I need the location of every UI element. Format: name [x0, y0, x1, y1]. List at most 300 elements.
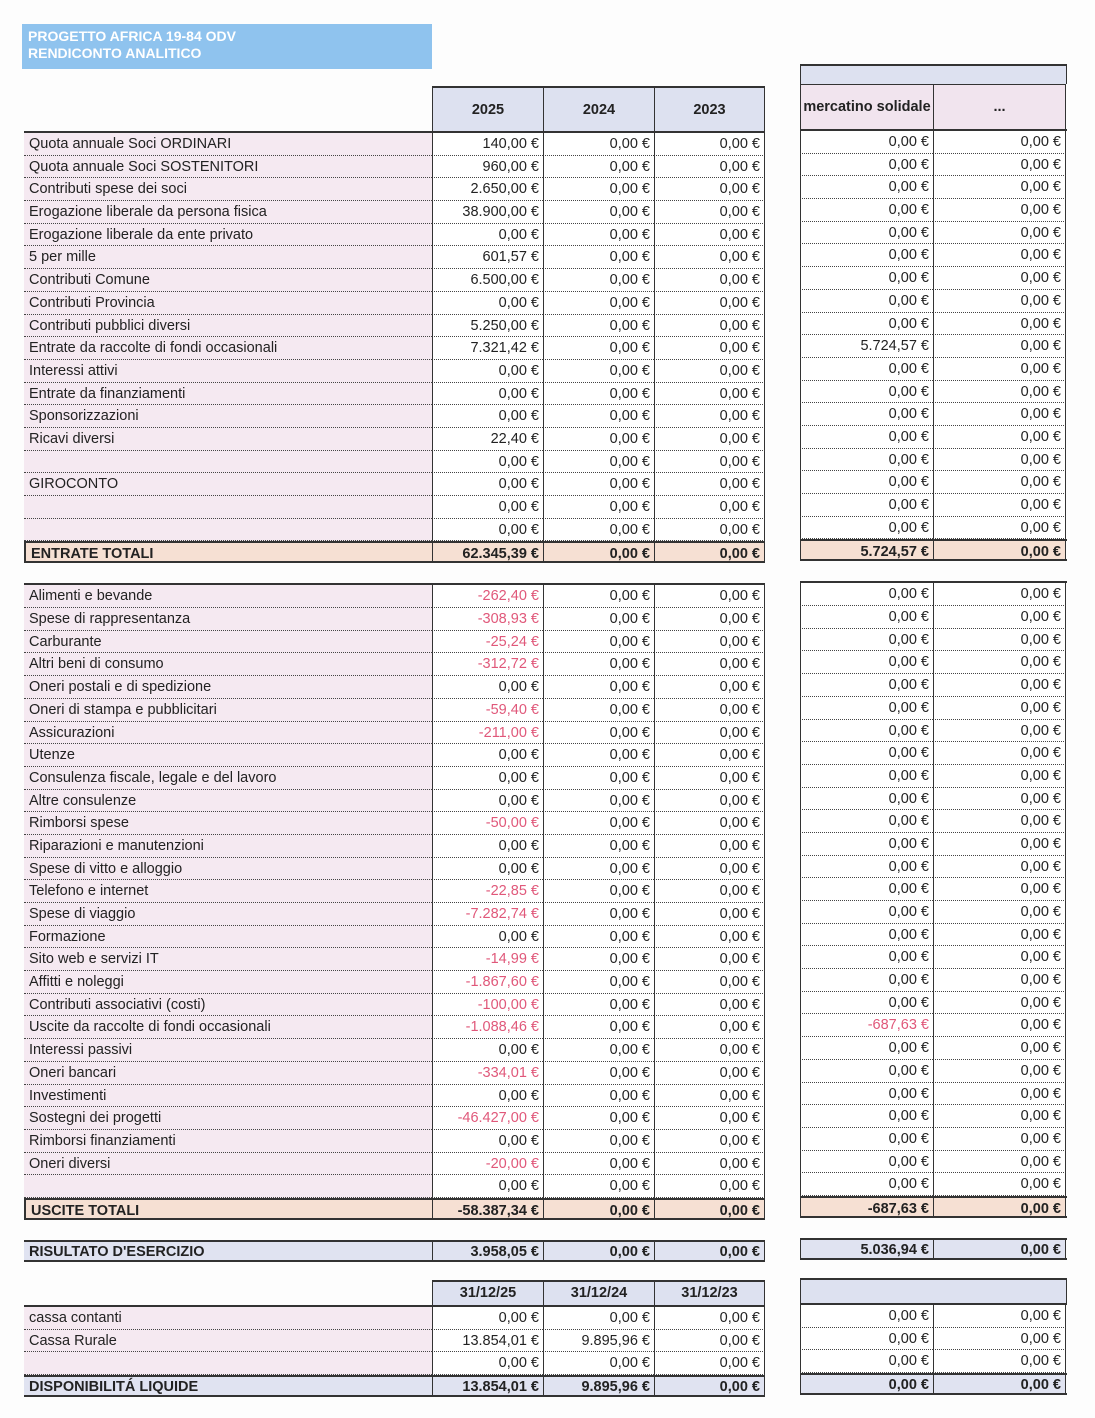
- value-cell: 0,00 €: [800, 720, 933, 743]
- table-row: [800, 833, 1067, 856]
- table-row: [24, 608, 765, 631]
- row-label: cassa contanti: [24, 1307, 432, 1330]
- value-cell: 0,00 €: [654, 1085, 765, 1108]
- side-header-cell: ...: [933, 84, 1066, 129]
- table-row: [800, 810, 1067, 833]
- value-cell: 5.250,00 €: [432, 315, 543, 338]
- value-cell: 0,00 €: [800, 742, 933, 765]
- table-row: [24, 519, 765, 542]
- table-row: [24, 156, 765, 179]
- row-label: Entrate da finanziamenti: [24, 383, 432, 406]
- value-cell: 0,00 €: [933, 222, 1066, 245]
- date-header: [24, 1280, 765, 1305]
- value-cell: 0,00 €: [432, 360, 543, 383]
- row-label: Oneri bancari: [24, 1062, 432, 1085]
- value-cell: 0,00 €: [933, 1350, 1066, 1373]
- value-cell: 0,00 €: [654, 1200, 765, 1218]
- value-cell: 0,00 €: [654, 269, 765, 292]
- table-row: [800, 629, 1067, 652]
- value-cell: -687,63 €: [800, 1198, 933, 1216]
- table-row: [24, 133, 765, 156]
- value-cell: 0,00 €: [800, 924, 933, 947]
- value-cell: 0,00 €: [800, 1328, 933, 1351]
- table-row: [800, 1328, 1067, 1351]
- value-cell: -308,93 €: [432, 608, 543, 631]
- value-cell: 0,00 €: [654, 699, 765, 722]
- table-row: [24, 1153, 765, 1176]
- title-line-2: RENDICONTO ANALITICO: [28, 45, 202, 61]
- value-cell: -20,00 €: [432, 1153, 543, 1176]
- value-cell: 601,57 €: [432, 246, 543, 269]
- value-cell: 7.321,42 €: [432, 337, 543, 360]
- table-row: [24, 767, 765, 790]
- value-cell: 0,00 €: [933, 674, 1066, 697]
- row-label: Telefono e internet: [24, 880, 432, 903]
- row-label: Spese di vitto e alloggio: [24, 858, 432, 881]
- table-row: [24, 653, 765, 676]
- row-label: [24, 519, 432, 542]
- value-cell: 0,00 €: [800, 199, 933, 222]
- table-row: [24, 790, 765, 813]
- result-row: [800, 1373, 1067, 1395]
- side-liquidity-band: [800, 1278, 1067, 1303]
- value-cell: 0,00 €: [933, 901, 1066, 924]
- value-cell: -14,99 €: [432, 948, 543, 971]
- table-row: [24, 926, 765, 949]
- table-row: [24, 383, 765, 406]
- value-cell: 0,00 €: [654, 994, 765, 1017]
- table-row: [800, 313, 1067, 336]
- value-cell: 0,00 €: [654, 201, 765, 224]
- row-label: Utenze: [24, 744, 432, 767]
- value-cell: 0,00 €: [800, 606, 933, 629]
- liquidity-section: [24, 1305, 765, 1397]
- value-cell: 0,00 €: [654, 1352, 765, 1375]
- value-cell: 0,00 €: [800, 449, 933, 472]
- value-cell: 0,00 €: [654, 744, 765, 767]
- row-label: Sito web e servizi IT: [24, 948, 432, 971]
- side-header-band: [800, 64, 1067, 84]
- value-cell: 0,00 €: [654, 1130, 765, 1153]
- value-cell: 0,00 €: [800, 290, 933, 313]
- value-cell: 0,00 €: [543, 926, 654, 949]
- value-cell: 13.854,01 €: [432, 1377, 543, 1395]
- value-cell: 0,00 €: [800, 674, 933, 697]
- row-label: Affitti e noleggi: [24, 971, 432, 994]
- value-cell: 13.854,01 €: [432, 1330, 543, 1353]
- result-row: [800, 1238, 1067, 1260]
- table-row: [800, 765, 1067, 788]
- value-cell: 0,00 €: [543, 1175, 654, 1198]
- value-cell: 0,00 €: [654, 812, 765, 835]
- row-label: Rimborsi finanziamenti: [24, 1130, 432, 1153]
- value-cell: 0,00 €: [933, 1240, 1066, 1258]
- uscite-section: [24, 583, 765, 1220]
- value-cell: -7.282,74 €: [432, 903, 543, 926]
- value-cell: 0,00 €: [933, 1375, 1066, 1393]
- value-cell: 0,00 €: [933, 833, 1066, 856]
- table-row: [24, 585, 765, 608]
- row-label: [24, 496, 432, 519]
- value-cell: 0,00 €: [654, 767, 765, 790]
- value-cell: 0,00 €: [432, 473, 543, 496]
- value-cell: 0,00 €: [432, 451, 543, 474]
- table-row: [800, 1037, 1067, 1060]
- table-row: [800, 222, 1067, 245]
- row-label: [24, 1175, 432, 1198]
- value-cell: 0,00 €: [432, 1352, 543, 1375]
- header-spacer: [24, 86, 432, 131]
- value-cell: 0,00 €: [800, 992, 933, 1015]
- table-row: [800, 471, 1067, 494]
- value-cell: 0,00 €: [543, 1242, 654, 1260]
- row-label: Assicurazioni: [24, 722, 432, 745]
- value-cell: 5.724,57 €: [800, 335, 933, 358]
- row-label: Altre consulenze: [24, 790, 432, 813]
- row-label: DISPONIBILITÁ LIQUIDE: [24, 1377, 432, 1395]
- table-row: [800, 358, 1067, 381]
- value-cell: 0,00 €: [543, 496, 654, 519]
- value-cell: 0,00 €: [432, 744, 543, 767]
- value-cell: 0,00 €: [543, 451, 654, 474]
- row-label: Quota annuale Soci ORDINARI: [24, 133, 432, 156]
- value-cell: 0,00 €: [933, 1198, 1066, 1216]
- value-cell: 0,00 €: [933, 992, 1066, 1015]
- value-cell: 0,00 €: [933, 199, 1066, 222]
- value-cell: 0,00 €: [654, 360, 765, 383]
- total-row: [24, 541, 765, 563]
- table-row: [24, 903, 765, 926]
- table-row: [24, 722, 765, 745]
- value-cell: 0,00 €: [800, 969, 933, 992]
- value-cell: 2.650,00 €: [432, 178, 543, 201]
- value-cell: 0,00 €: [432, 496, 543, 519]
- value-cell: 0,00 €: [654, 405, 765, 428]
- table-row: [24, 699, 765, 722]
- value-cell: 0,00 €: [800, 381, 933, 404]
- value-cell: 0,00 €: [654, 133, 765, 156]
- table-row: [24, 1175, 765, 1198]
- table-row: [24, 880, 765, 903]
- value-cell: 0,00 €: [543, 585, 654, 608]
- row-label: Erogazione liberale da persona fisica: [24, 201, 432, 224]
- value-cell: 0,00 €: [933, 176, 1066, 199]
- value-cell: 0,00 €: [432, 1085, 543, 1108]
- value-cell: 0,00 €: [543, 971, 654, 994]
- table-row: [800, 1350, 1067, 1373]
- value-cell: 0,00 €: [543, 880, 654, 903]
- value-cell: 0,00 €: [432, 767, 543, 790]
- value-cell: 0,00 €: [933, 720, 1066, 743]
- value-cell: 0,00 €: [432, 224, 543, 247]
- value-cell: 0,00 €: [933, 697, 1066, 720]
- value-cell: 6.500,00 €: [432, 269, 543, 292]
- table-row: [800, 449, 1067, 472]
- value-cell: 0,00 €: [654, 858, 765, 881]
- value-cell: 0,00 €: [543, 1307, 654, 1330]
- main-table: [24, 86, 765, 1397]
- row-label: Altri beni di consumo: [24, 653, 432, 676]
- value-cell: 0,00 €: [654, 1039, 765, 1062]
- value-cell: 0,00 €: [800, 1305, 933, 1328]
- value-cell: 0,00 €: [432, 519, 543, 542]
- result-row: [24, 1240, 765, 1262]
- value-cell: 0,00 €: [543, 156, 654, 179]
- table-row: [24, 178, 765, 201]
- table-row: [24, 428, 765, 451]
- value-cell: 0,00 €: [933, 449, 1066, 472]
- row-label: GIROCONTO: [24, 473, 432, 496]
- value-cell: 0,00 €: [543, 676, 654, 699]
- table-row: [24, 994, 765, 1017]
- table-row: [800, 517, 1067, 540]
- table-row: [800, 290, 1067, 313]
- table-row: [24, 473, 765, 496]
- value-cell: 0,00 €: [543, 608, 654, 631]
- table-row: [24, 676, 765, 699]
- value-cell: -59,40 €: [432, 699, 543, 722]
- value-cell: 0,00 €: [800, 833, 933, 856]
- value-cell: 0,00 €: [654, 585, 765, 608]
- value-cell: 0,00 €: [800, 1151, 933, 1174]
- table-row: [24, 246, 765, 269]
- table-row: [800, 697, 1067, 720]
- table-row: [24, 858, 765, 881]
- value-cell: 0,00 €: [800, 267, 933, 290]
- value-cell: 0,00 €: [543, 1352, 654, 1375]
- table-row: [800, 176, 1067, 199]
- value-cell: 0,00 €: [800, 583, 933, 606]
- result-row: [24, 1375, 765, 1397]
- value-cell: -1.867,60 €: [432, 971, 543, 994]
- table-row: [800, 403, 1067, 426]
- value-cell: 0,00 €: [654, 519, 765, 542]
- value-cell: 0,00 €: [800, 1083, 933, 1106]
- value-cell: -262,40 €: [432, 585, 543, 608]
- table-row: [800, 131, 1067, 154]
- value-cell: 0,00 €: [654, 1307, 765, 1330]
- table-row: [800, 494, 1067, 517]
- value-cell: 0,00 €: [800, 697, 933, 720]
- value-cell: 0,00 €: [933, 494, 1066, 517]
- value-cell: 0,00 €: [933, 765, 1066, 788]
- table-row: [24, 405, 765, 428]
- side-table: [800, 64, 1067, 1395]
- table-row: [800, 335, 1067, 358]
- row-label: [24, 451, 432, 474]
- value-cell: 0,00 €: [654, 473, 765, 496]
- value-cell: 0,00 €: [933, 313, 1066, 336]
- value-cell: 9.895,96 €: [543, 1377, 654, 1395]
- value-cell: 0,00 €: [933, 1037, 1066, 1060]
- row-label: Spese di viaggio: [24, 903, 432, 926]
- value-cell: -50,00 €: [432, 812, 543, 835]
- date-header-cell: 31/12/24: [543, 1280, 654, 1305]
- value-cell: 0,00 €: [543, 246, 654, 269]
- value-cell: 0,00 €: [543, 178, 654, 201]
- value-cell: 5.724,57 €: [800, 541, 933, 559]
- value-cell: 0,00 €: [543, 699, 654, 722]
- value-cell: 0,00 €: [654, 292, 765, 315]
- value-cell: 0,00 €: [933, 583, 1066, 606]
- row-label: Rimborsi spese: [24, 812, 432, 835]
- table-row: [24, 1039, 765, 1062]
- date-header-cell: 31/12/23: [654, 1280, 765, 1305]
- value-cell: 0,00 €: [933, 403, 1066, 426]
- value-cell: 0,00 €: [543, 1153, 654, 1176]
- table-row: [800, 878, 1067, 901]
- table-row: [24, 948, 765, 971]
- table-row: [800, 583, 1067, 606]
- value-cell: 0,00 €: [800, 651, 933, 674]
- side-uscite: [800, 581, 1067, 1218]
- value-cell: -100,00 €: [432, 994, 543, 1017]
- value-cell: -1.088,46 €: [432, 1016, 543, 1039]
- table-row: [800, 856, 1067, 879]
- value-cell: 3.958,05 €: [432, 1242, 543, 1260]
- value-cell: 0,00 €: [543, 543, 654, 561]
- table-row: [800, 426, 1067, 449]
- row-label: Contributi Comune: [24, 269, 432, 292]
- value-cell: 0,00 €: [933, 358, 1066, 381]
- value-cell: 0,00 €: [933, 1128, 1066, 1151]
- value-cell: 0,00 €: [800, 1173, 933, 1196]
- value-cell: 0,00 €: [933, 856, 1066, 879]
- value-cell: 5.036,94 €: [800, 1240, 933, 1258]
- value-cell: 0,00 €: [543, 1039, 654, 1062]
- value-cell: 0,00 €: [543, 790, 654, 813]
- value-cell: 0,00 €: [543, 835, 654, 858]
- value-cell: 0,00 €: [933, 810, 1066, 833]
- value-cell: 0,00 €: [654, 948, 765, 971]
- value-cell: 0,00 €: [933, 1060, 1066, 1083]
- table-row: [24, 1085, 765, 1108]
- value-cell: 0,00 €: [654, 246, 765, 269]
- table-row: [800, 1173, 1067, 1196]
- value-cell: 0,00 €: [432, 676, 543, 699]
- value-cell: 0,00 €: [654, 676, 765, 699]
- table-row: [24, 1016, 765, 1039]
- value-cell: 0,00 €: [800, 1350, 933, 1373]
- value-cell: 0,00 €: [800, 1375, 933, 1393]
- table-row: [800, 788, 1067, 811]
- table-row: [24, 201, 765, 224]
- row-label: Consulenza fiscale, legale e del lavoro: [24, 767, 432, 790]
- value-cell: 22,40 €: [432, 428, 543, 451]
- table-row: [24, 1130, 765, 1153]
- row-label: Oneri diversi: [24, 1153, 432, 1176]
- value-cell: 0,00 €: [933, 946, 1066, 969]
- table-row: [800, 924, 1067, 947]
- table-row: [24, 744, 765, 767]
- row-label: Interessi passivi: [24, 1039, 432, 1062]
- value-cell: 0,00 €: [800, 856, 933, 879]
- value-cell: 0,00 €: [933, 1014, 1066, 1037]
- table-row: [800, 381, 1067, 404]
- value-cell: 0,00 €: [933, 1173, 1066, 1196]
- value-cell: 0,00 €: [654, 631, 765, 654]
- table-row: [800, 742, 1067, 765]
- value-cell: 0,00 €: [543, 744, 654, 767]
- value-cell: 0,00 €: [543, 812, 654, 835]
- table-row: [24, 1352, 765, 1375]
- table-row: [800, 1014, 1067, 1037]
- row-label: Carburante: [24, 631, 432, 654]
- value-cell: 0,00 €: [933, 651, 1066, 674]
- value-cell: 960,00 €: [432, 156, 543, 179]
- value-cell: 0,00 €: [543, 1016, 654, 1039]
- value-cell: -334,01 €: [432, 1062, 543, 1085]
- row-label: Alimenti e bevande: [24, 585, 432, 608]
- table-row: [800, 1060, 1067, 1083]
- value-cell: 140,00 €: [432, 133, 543, 156]
- value-cell: 0,00 €: [432, 1130, 543, 1153]
- header-spacer: [24, 1280, 432, 1305]
- row-label: 5 per mille: [24, 246, 432, 269]
- value-cell: 0,00 €: [800, 946, 933, 969]
- value-cell: 0,00 €: [800, 154, 933, 177]
- value-cell: 0,00 €: [800, 1060, 933, 1083]
- table-row: [800, 1083, 1067, 1106]
- side-header: [800, 84, 1067, 129]
- value-cell: 0,00 €: [800, 222, 933, 245]
- value-cell: 0,00 €: [800, 788, 933, 811]
- value-cell: 0,00 €: [933, 606, 1066, 629]
- value-cell: 0,00 €: [933, 335, 1066, 358]
- value-cell: 0,00 €: [933, 1328, 1066, 1351]
- row-label: [24, 1352, 432, 1375]
- table-row: [800, 1105, 1067, 1128]
- value-cell: 0,00 €: [654, 1242, 765, 1260]
- value-cell: 0,00 €: [654, 451, 765, 474]
- value-cell: 0,00 €: [543, 994, 654, 1017]
- value-cell: 0,00 €: [654, 1377, 765, 1395]
- date-header-cell: 31/12/25: [432, 1280, 543, 1305]
- value-cell: 0,00 €: [933, 742, 1066, 765]
- value-cell: 0,00 €: [432, 383, 543, 406]
- value-cell: 0,00 €: [543, 722, 654, 745]
- value-cell: 0,00 €: [543, 631, 654, 654]
- value-cell: 0,00 €: [800, 403, 933, 426]
- report-title: [22, 24, 432, 69]
- value-cell: 9.895,96 €: [543, 1330, 654, 1353]
- value-cell: -687,63 €: [800, 1014, 933, 1037]
- value-cell: 0,00 €: [543, 903, 654, 926]
- value-cell: 0,00 €: [933, 878, 1066, 901]
- value-cell: 0,00 €: [654, 1107, 765, 1130]
- table-row: [800, 199, 1067, 222]
- value-cell: 0,00 €: [800, 176, 933, 199]
- value-cell: 0,00 €: [800, 1037, 933, 1060]
- value-cell: 0,00 €: [654, 383, 765, 406]
- value-cell: 0,00 €: [432, 1175, 543, 1198]
- table-row: [800, 720, 1067, 743]
- table-row: [800, 244, 1067, 267]
- value-cell: 0,00 €: [800, 471, 933, 494]
- value-cell: 0,00 €: [543, 383, 654, 406]
- value-cell: 0,00 €: [543, 1062, 654, 1085]
- year-header-cell: 2023: [654, 86, 765, 131]
- value-cell: 0,00 €: [654, 543, 765, 561]
- row-label: Sostegni dei progetti: [24, 1107, 432, 1130]
- side-liquidity: [800, 1303, 1067, 1395]
- value-cell: 0,00 €: [654, 653, 765, 676]
- table-row: [24, 269, 765, 292]
- title-line-1: PROGETTO AFRICA 19-84 ODV: [28, 28, 236, 44]
- value-cell: 0,00 €: [543, 201, 654, 224]
- year-header: [24, 86, 765, 131]
- value-cell: 0,00 €: [543, 428, 654, 451]
